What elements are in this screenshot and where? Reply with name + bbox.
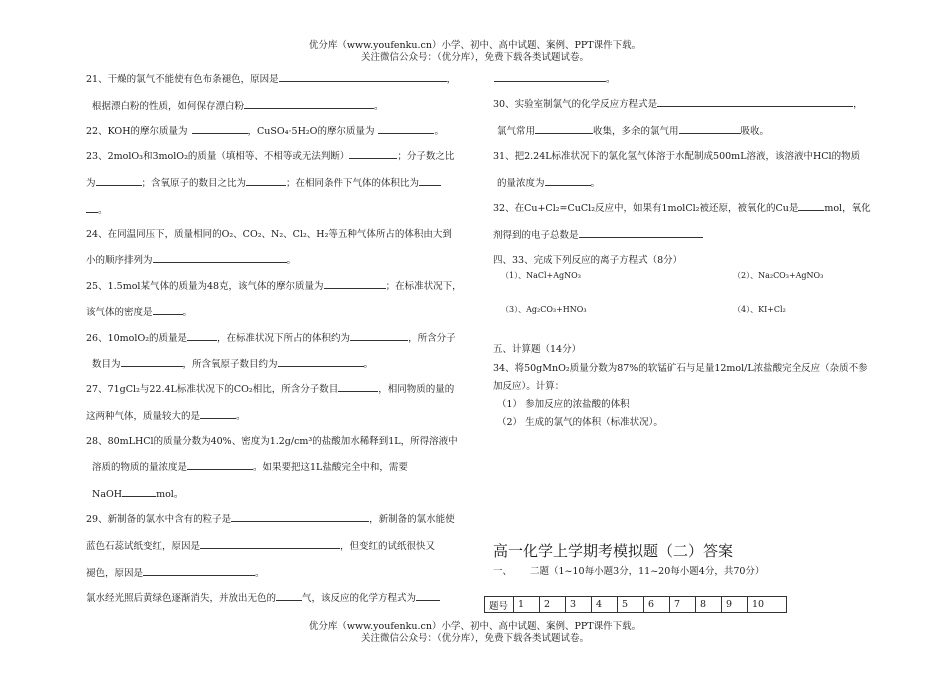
- answer-number: 2: [540, 597, 566, 613]
- question-29-e: 。: [494, 71, 616, 85]
- question-27-b: 这两种气体，质量较大的是 。: [86, 408, 246, 422]
- reaction-4: （4）、KI+Cl₂: [733, 305, 786, 314]
- blank[interactable]: [153, 304, 183, 315]
- footer-line-2: 关注微信公众号：（优分库），免费下载各类试题试卷。: [360, 633, 589, 644]
- blank[interactable]: [679, 123, 741, 134]
- blank[interactable]: [96, 175, 142, 186]
- question-29-b: 蓝色石蕊试纸变红，原因是 ，但变红的试纸很快又: [86, 538, 435, 552]
- blank[interactable]: [545, 175, 591, 186]
- question-28-b: 溶质的物质的量浓度是 。如果要把这1L盐酸完全中和，需要: [92, 459, 408, 473]
- answer-table-header: 题号: [485, 597, 514, 613]
- answer-table: [484, 596, 787, 613]
- reaction-2: （2）、Na₂CO₃+AgNO₃: [733, 271, 824, 280]
- question-32-b: 剂得到的电子总数是: [493, 227, 703, 241]
- blank[interactable]: [121, 356, 183, 367]
- blank[interactable]: [143, 565, 255, 576]
- question-34: 34、将50gMnO₂质量分数为87%的软锰矿石与足量12mol/L浓盐酸完全反应（杂质不参: [493, 363, 868, 374]
- blank[interactable]: [279, 71, 447, 82]
- question-29: 29、新制备的氯水中含有的粒子是 ，新制备的氯水能使: [86, 511, 455, 525]
- blank[interactable]: [187, 330, 217, 341]
- section-5-heading: 五、计算题（14分）: [493, 344, 582, 355]
- question-28-c: NaOH mol。: [92, 486, 183, 500]
- question-30-b: 氯气常用 收集，多余的氯气用 吸收。: [497, 123, 769, 137]
- blank[interactable]: [378, 123, 434, 134]
- blank[interactable]: [86, 202, 98, 213]
- blank[interactable]: [350, 330, 408, 341]
- blank[interactable]: [494, 71, 606, 82]
- answer-number: 4: [592, 597, 618, 613]
- blank[interactable]: [122, 486, 156, 497]
- answer-table-row: [485, 597, 787, 613]
- question-31: 31、把2.24L标准状况下的氯化氢气体溶于水配制成500mL溶液，该溶液中HCl的物质: [493, 151, 861, 162]
- question-24-b: 小的顺序排列为 。: [86, 252, 296, 266]
- blank[interactable]: [192, 123, 248, 134]
- answer-number: 5: [618, 597, 644, 613]
- question-34-part-2: （2） 生成的氯气的体积（标准状况）。: [497, 417, 663, 428]
- answer-number: 9: [722, 597, 748, 613]
- question-28: 28、80mLHCl的质量分数为40%、密度为1.2g/cm³的盐酸加水稀释到1L，所得溶液中: [86, 436, 458, 447]
- blank[interactable]: [187, 459, 253, 470]
- answer-number: 3: [566, 597, 592, 613]
- blank[interactable]: [338, 381, 378, 392]
- blank[interactable]: [798, 200, 824, 211]
- question-34-b: 加反应）。计算：: [493, 381, 565, 392]
- blank[interactable]: [324, 278, 386, 289]
- reaction-1: （1）、NaCl+AgNO₃: [501, 271, 581, 280]
- answer-sub-2: 二题（1~10每小题3分，11~20每小题4分，共70分）: [530, 566, 765, 577]
- question-29-c: 褪色，原因是 。: [86, 565, 265, 579]
- question-23-c: 。: [86, 202, 108, 216]
- question-26-b: 数目为 ，所含氧原子数目约为 。: [92, 356, 373, 370]
- answer-title: 高一化学上学期考模拟题（二）答案: [493, 542, 734, 560]
- blank[interactable]: [349, 148, 397, 159]
- blank[interactable]: [200, 408, 236, 419]
- question-22: 22、KOH的摩尔质量为 ，CuSO₄·5H₂O的摩尔质量为 。: [86, 123, 444, 137]
- question-26: 26、10molO₂的质量是 ，在标准状况下所占的体积约为 ，所含分子: [86, 330, 456, 344]
- question-24: 24、在同温同压下，质量相同的O₂、CO₂、N₂、Cl₂、H₂等五种气体所占的体积由大到: [86, 229, 452, 240]
- question-30: 30、实验室制氯气的化学反应方程式是 ，: [493, 96, 863, 110]
- blank[interactable]: [276, 590, 302, 601]
- blank[interactable]: [535, 123, 593, 134]
- header-line-2: 关注微信公众号：（优分库），免费下载各类试题试卷。: [360, 52, 589, 63]
- question-25: 25、1.5mol某气体的质量为48克，该气体的摩尔质量为 ；在标准状况下，: [86, 278, 462, 292]
- page-header: [0, 40, 950, 64]
- question-32: 32、在Cu+Cl₂=CuCl₂反应中，如果有1molCl₂被还原，被氧化的Cu是 mol，氧化: [493, 200, 871, 214]
- question-34-part-1: （1） 参加反应的浓盐酸的体积: [497, 399, 630, 410]
- blank[interactable]: [419, 175, 441, 186]
- answer-number: 8: [696, 597, 722, 613]
- blank[interactable]: [246, 175, 286, 186]
- answer-number: 10: [748, 597, 787, 613]
- question-21-b: 根据漂白粉的性质，如何保存漂白粉 。: [92, 98, 384, 112]
- blank[interactable]: [231, 511, 369, 522]
- page-footer: [0, 621, 950, 645]
- answer-number: 6: [644, 597, 670, 613]
- blank[interactable]: [200, 538, 340, 549]
- header-line-1: 优分库（www.youfenku.cn）小学、初中、高中试题、案例、PPT课件下载。: [308, 40, 642, 51]
- question-29-d: 氯水经光照后黄绿色逐渐消失，并放出无色的 气，该反应的化学方程式为: [86, 590, 440, 604]
- reaction-3: （3）、Ag₂CO₃+HNO₃: [501, 305, 587, 314]
- blank[interactable]: [244, 98, 374, 109]
- blank[interactable]: [278, 356, 364, 367]
- question-23: 23、2molO₃和3molO₂的质量（填相等、不相等或无法判断） ；分子数之比: [86, 148, 454, 162]
- section-4-heading: 四、33、完成下列反应的离子方程式（8分）: [493, 255, 683, 266]
- answer-number: 1: [514, 597, 540, 613]
- question-31-b: 的量浓度为 。: [497, 175, 600, 189]
- answer-sub-1: 一、: [493, 566, 513, 577]
- question-27: 27、71gCl₂与22.4L标准状况下的CO₂相比，所含分子数目 ，相同物质的量的: [86, 381, 454, 395]
- blank[interactable]: [657, 96, 853, 107]
- question-23-b: 为 ；含氧原子的数目之比为 ；在相同条件下气体的体积比为: [86, 175, 441, 189]
- footer-line-1: 优分库（www.youfenku.cn）小学、初中、高中试题、案例、PPT课件下载。: [308, 621, 642, 632]
- blank[interactable]: [416, 590, 440, 601]
- blank[interactable]: [579, 227, 703, 238]
- question-25-b: 该气体的密度是 。: [86, 304, 192, 318]
- answer-number: 7: [670, 597, 696, 613]
- question-21: 21、干燥的氯气不能使有色布条褪色，原因是 ，: [86, 71, 456, 85]
- blank[interactable]: [153, 252, 287, 263]
